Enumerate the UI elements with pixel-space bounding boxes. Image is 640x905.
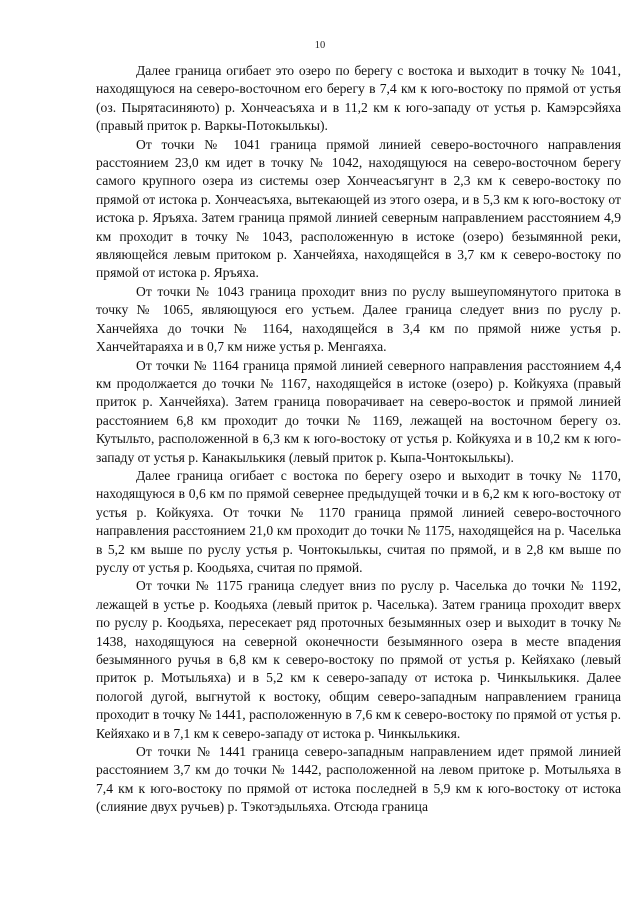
paragraph-1: Далее граница огибает это озеро по берегу с востока и выходит в точку № 1041, находящуюся на северо-восточном его берегу в 7,4 км к юго-востоку по прямой от устья (оз. Пырятасиняюто) р. Хончеасъяха и в 11,2 км к юго-западу от устья р. Камэрсэйяха (правый приток р. Варкы-Потокылькы). [96, 63, 621, 134]
page-number: 10 [314, 40, 326, 51]
paragraph-7: От точки № 1441 граница северо-западным направлением идет прямой линией расстоянием 3,7 км до точки № 1442, расположенной на левом притоке р. Мотыльяха в 7,4 км к юго-востоку по прямой от истока последней в 5,9 км к юго-востоку от истока (слияние двух ручьев) р. Тэкотэдыльяха. Отсюда граница [96, 744, 621, 815]
paragraph-2: От точки № 1041 граница прямой линией северо-восточного направления расстоянием 23,0 км идет в точку № 1042, находящуюся на северо-восточном берегу самого крупного озера из системы озер Хончеасъягунт в 2,3 км к северо-востоку по прямой от истока р. Хончеасъяха, вытекающей из этого озера, и в 5,3 км к юго-востоку от истока р. Яръяха. Затем граница прямой линией северным направлением расстоянием 4,9 км проходит в точку № 1043, расположенную в истоке (озеро) безымянной реки, являющейся левым притоком р. Ханчейяха, находящейся в 3,7 км к северо-востоку по прямой от истока р. Яръяха. [96, 136, 621, 281]
paragraph-4: От точки № 1164 граница прямой линией северного направления расстоянием 4,4 км продолжается до точки № 1167, находящейся в истоке (озеро) р. Койкуяха (правый приток р. Ханчейяха). Затем граница поворачивает на северо-восток и прямой линией расстоянием 6,8 км проходит до точки № 1169, лежащей на восточном берегу оз. Кутыльто, расположенной в 6,3 км к юго-востоку от устья р. Койкуяха и в 10,2 км к юго-западу от устья р. Канакылькикя (левый приток р. Кыпа-Чонтокылькы). [96, 357, 621, 465]
paragraph-5: Далее граница огибает с востока по берегу озеро и выходит в точку № 1170, находящуюся в 0,6 км по прямой севернее предыдущей точки и в 6,2 км к юго-востоку от устья р. Койкуяха. От точки № 1170 граница прямой линией северо-восточного направления расстоянием 21,0 км проходит до точки № 1175, находящейся на р. Часелька в 5,2 км выше по руслу устья р. Чонтокылькы, считая по прямой, и в 2,8 км выше по руслу от устья р. Коодьяха, считая по прямой. [96, 467, 621, 575]
document-body [96, 62, 621, 817]
paragraph-6: От точки № 1175 граница следует вниз по руслу р. Часелька до точки № 1192, лежащей в устье р. Коодьяха (левый приток р. Часелька). Затем граница проходит вверх по руслу р. Коодьяха, пересекает ряд проточных безымянных озер и выходит в точку № 1438, находящуюся на северной оконечности безымянного озера в месте впадения безымянного ручья в 6,8 км к северо-востоку по прямой от устья р. Кейяхако (левый приток р. Мотыльяха) и в 5,2 км к северо-западу от истока р. Чинкылькикя. Далее пологой дугой, выгнутой к востоку, общим северо-западным направлением граница проходит в точку № 1441, расположенную в 7,6 км к северо-востоку по прямой от устья р. Кейяхако и в 7,1 км к северо-западу от истока р. Чинкылькикя. [96, 578, 621, 741]
paragraph-3: От точки № 1043 граница проходит вниз по руслу вышеупомянутого притока в точку № 1065, являющуюся его устьем. Далее граница следует вниз по руслу р. Ханчейяха до точки № 1164, находящейся в 3,4 км по прямой ниже устья р. Ханчейтараяха и в 0,7 км ниже устья р. Менгаяха. [96, 283, 621, 355]
